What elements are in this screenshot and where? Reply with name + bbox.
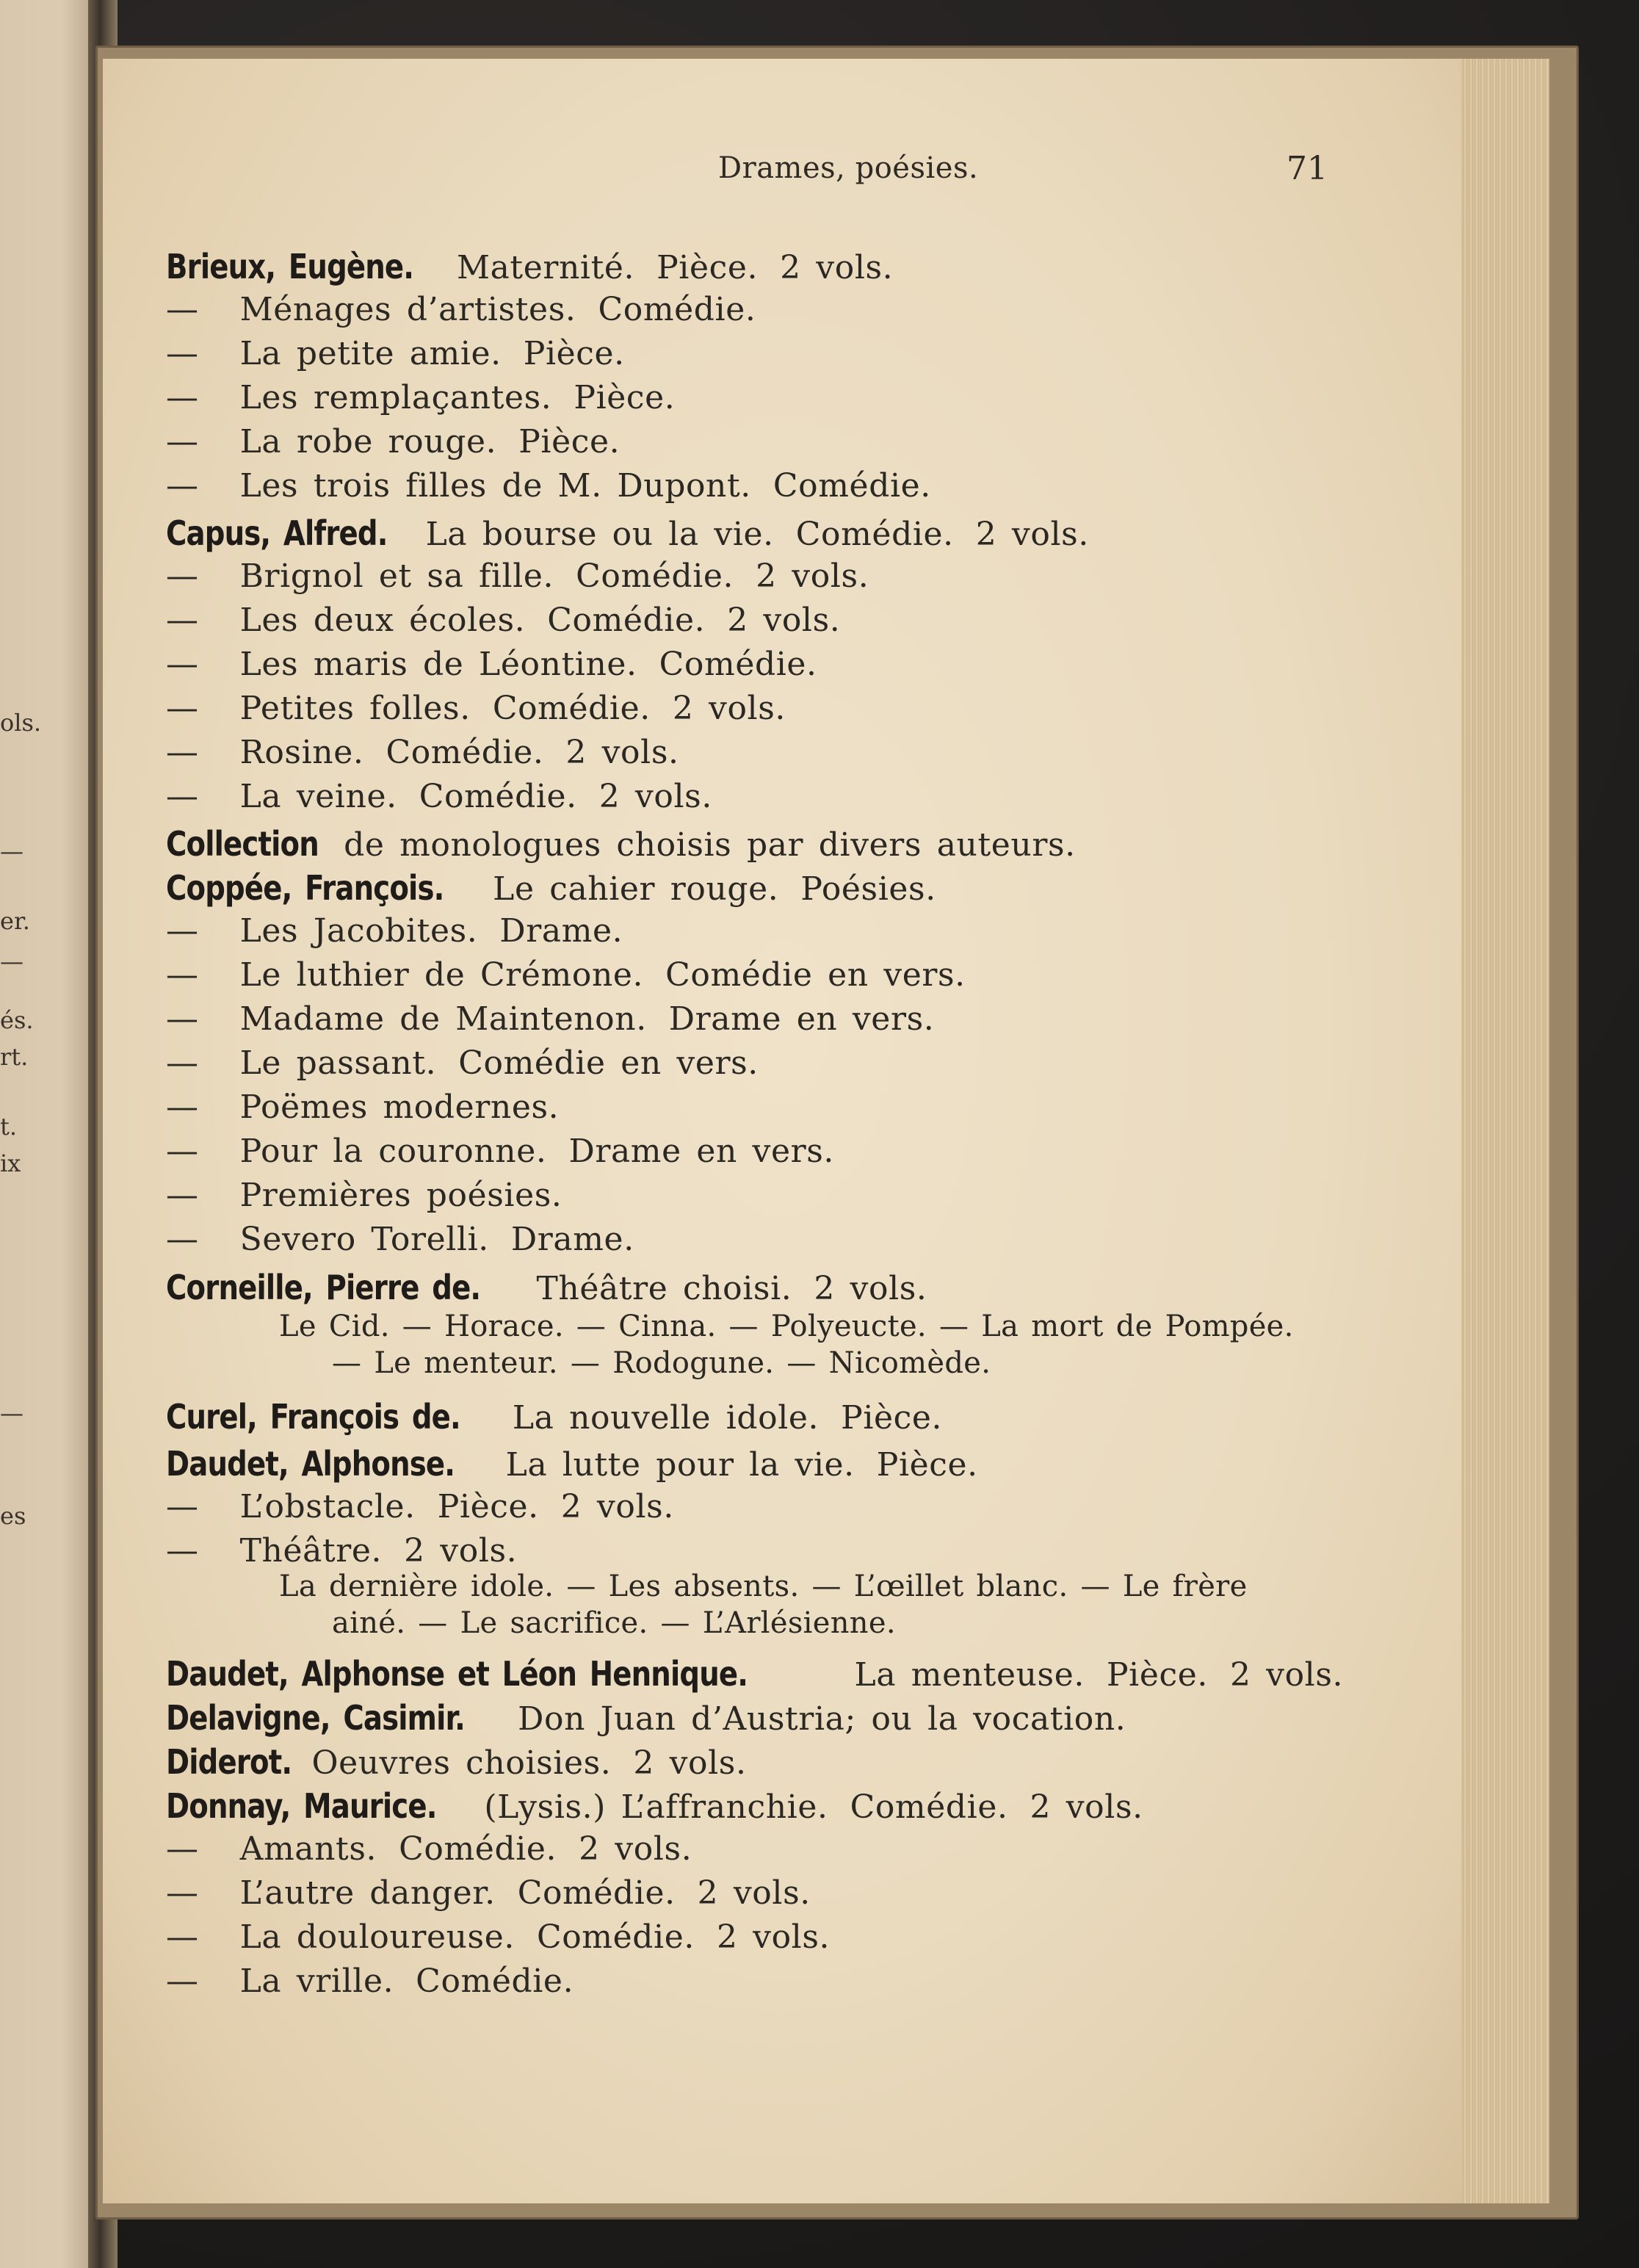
title-entry xyxy=(166,1000,956,1038)
previous-page-fragment: ix xyxy=(0,1149,21,1177)
previous-page-fragment: — xyxy=(0,837,23,865)
entry-segment: Ménages d’artistes. xyxy=(239,291,576,328)
title-entry xyxy=(166,557,891,595)
author-name: Coppée, François. xyxy=(166,868,444,908)
entry-segment: Les deux écoles. xyxy=(239,602,526,639)
entry-segment: Rosine. xyxy=(239,734,364,771)
entry-segment: Severo Torelli. xyxy=(239,1221,489,1258)
ditto-dash: — xyxy=(166,423,199,461)
ditto-dash: — xyxy=(166,734,199,771)
entry-segment: Comédie. xyxy=(419,778,577,815)
entry-segment: Comédie. xyxy=(416,1962,574,2000)
entry-segment: La petite amie. xyxy=(239,335,502,372)
entry-segment: Premières poésies. xyxy=(239,1177,562,1214)
title-entry xyxy=(166,912,645,950)
entry-segment: (Lysis.) L’affranchie. xyxy=(484,1788,828,1826)
title-entry xyxy=(166,1135,856,1168)
entry-segment: Comédie. xyxy=(386,734,544,771)
entry-segment: Madame de Maintenon. xyxy=(239,1000,647,1038)
entry-segment: Drame. xyxy=(510,1221,634,1258)
entry-segment: Comédie. xyxy=(773,467,931,505)
ditto-dash: — xyxy=(166,646,199,683)
title-entry xyxy=(166,778,734,815)
entry-segment: 2 vols. xyxy=(697,1874,811,1912)
author-name: Collection xyxy=(166,824,319,864)
entry-segment: Amants. xyxy=(239,1830,377,1868)
title-entry xyxy=(166,1177,585,1214)
entry-segment: L’obstacle. xyxy=(239,1488,416,1525)
ditto-dash: — xyxy=(166,1177,199,1214)
author-name: Daudet, Alphonse. xyxy=(166,1444,455,1484)
ditto-dash: — xyxy=(166,1044,199,1082)
entry-segment: Pièce. xyxy=(574,379,676,416)
previous-page-fragment: es xyxy=(0,1502,26,1530)
title-entry xyxy=(166,690,808,727)
entry-segment: Don Juan d’Austria; ou la vocation. xyxy=(518,1700,1126,1738)
entry-segment: Brignol et sa fille. xyxy=(239,557,554,595)
author-entry xyxy=(166,1654,1365,1694)
ditto-dash: — xyxy=(166,1532,199,1570)
ditto-dash: — xyxy=(166,602,199,639)
entry-segment: Les trois filles de M. Dupont. xyxy=(239,467,751,505)
ditto-dash: — xyxy=(166,912,199,950)
entry-segment: Pièce. xyxy=(841,1399,943,1437)
entry-segment: La nouvelle idole. xyxy=(512,1399,820,1437)
author-entry xyxy=(166,247,915,286)
entry-segment: Poëmes modernes. xyxy=(239,1088,560,1126)
entry-segment: 2 vols. xyxy=(756,557,869,595)
author-entry xyxy=(166,1397,964,1437)
entry-segment: L’autre danger. xyxy=(239,1874,496,1912)
title-entry xyxy=(166,335,647,372)
previous-page-fragment: — xyxy=(0,1399,23,1427)
title-entry xyxy=(166,1044,781,1082)
ditto-dash: — xyxy=(166,467,199,505)
entry-segment: Poésies. xyxy=(800,870,936,908)
ditto-dash: — xyxy=(166,1221,199,1258)
ditto-dash: — xyxy=(166,778,199,815)
title-entry xyxy=(166,604,862,637)
author-name: Corneille, Pierre de. xyxy=(166,1268,481,1307)
entry-segment: La bourse ou la vie. xyxy=(425,516,774,553)
ditto-dash: — xyxy=(166,1088,199,1126)
entry-segment: 2 vols. xyxy=(716,1918,831,1956)
entry-segment: Les Jacobites. xyxy=(239,912,478,950)
entry-segment: La lutte pour la vie. xyxy=(505,1446,855,1484)
running-title: Drames, poésies. xyxy=(718,151,979,185)
author-entry xyxy=(166,1698,1148,1738)
entry-segment: Comédie. xyxy=(536,1918,695,1956)
author-name: Brieux, Eugène. xyxy=(166,247,414,286)
title-entry xyxy=(166,1532,539,1570)
entry-segment: Comédie. xyxy=(492,690,651,727)
entry-segment: 2 vols. xyxy=(579,1830,692,1868)
title-entry xyxy=(166,1962,596,2000)
ditto-dash: — xyxy=(166,379,199,416)
entry-segment: Drame. xyxy=(499,912,623,950)
ditto-dash: — xyxy=(166,1830,199,1868)
title-entry xyxy=(166,646,839,683)
ditto-dash: — xyxy=(166,1488,199,1525)
entry-segment: Le passant. xyxy=(239,1044,437,1082)
author-name: Capus, Alfred. xyxy=(166,513,388,553)
entry-segment: Pour la couronne. xyxy=(239,1133,547,1170)
author-entry xyxy=(166,824,1098,864)
entry-segment: 2 vols. xyxy=(598,778,712,815)
entry-segment: La veine. xyxy=(239,778,397,815)
entry-segment: La menteuse. xyxy=(854,1656,1085,1694)
entry-segment: Petites folles. xyxy=(239,690,471,727)
entry-segment: Pièce. xyxy=(1106,1656,1208,1694)
title-entry xyxy=(166,1488,696,1525)
ditto-dash: — xyxy=(166,1962,199,2000)
title-entry xyxy=(166,423,642,461)
ditto-dash: — xyxy=(166,1133,199,1170)
entry-segment: Théâtre. xyxy=(239,1532,383,1570)
author-name: Diderot. xyxy=(166,1742,292,1782)
entry-segment: Pièce. xyxy=(523,335,625,372)
entry-segment: Les remplaçantes. xyxy=(239,379,552,416)
ditto-dash: — xyxy=(166,690,199,727)
entry-segment: La douloureuse. xyxy=(239,1918,515,1956)
entry-segment: Comédie. xyxy=(850,1788,1008,1826)
entry-segment: La vrille. xyxy=(239,1962,394,2000)
entry-segment: Pièce. xyxy=(437,1488,539,1525)
entry-segment: de monologues choisis par divers auteurs. xyxy=(344,826,1076,864)
ditto-dash: — xyxy=(166,291,199,328)
entry-segment: Le luthier de Crémone. xyxy=(239,956,644,994)
contents-line xyxy=(332,1348,991,1378)
ditto-dash: — xyxy=(166,956,199,994)
previous-page-fragment: ols. xyxy=(0,709,42,737)
title-entry xyxy=(166,291,778,328)
page-number: 71 xyxy=(1287,150,1328,187)
entry-segment: 2 vols. xyxy=(780,249,894,286)
previous-page-fragment: rt. xyxy=(0,1043,29,1071)
author-entry xyxy=(166,1742,769,1782)
contents-text: La dernière idole. — Les absents. — L’œillet blanc. — Le frère xyxy=(279,1570,1248,1603)
title-entry xyxy=(166,1874,833,1912)
title-entry xyxy=(166,1221,656,1258)
entry-segment: 2 vols. xyxy=(1229,1656,1344,1694)
entry-segment: 2 vols. xyxy=(975,516,1089,553)
author-entry xyxy=(166,1786,1165,1826)
title-entry xyxy=(166,1918,852,1956)
entry-segment: Comédie. xyxy=(576,557,734,595)
entry-segment: Le cahier rouge. xyxy=(493,870,779,908)
title-entry xyxy=(166,734,701,771)
entry-segment: 2 vols. xyxy=(1030,1788,1143,1826)
previous-page-fragment: — xyxy=(0,947,23,975)
title-entry xyxy=(166,379,697,416)
entry-segment: Maternité. xyxy=(456,249,635,286)
title-entry xyxy=(166,956,988,994)
entry-segment: Drame en vers. xyxy=(668,1000,935,1038)
contents-text: — Le menteur. — Rodogune. — Nicomède. xyxy=(332,1346,991,1380)
entry-segment: 2 vols. xyxy=(560,1488,674,1525)
entry-segment: 2 vols. xyxy=(814,1270,927,1307)
entry-segment: Comédie. xyxy=(517,1874,676,1912)
entry-segment: Comédie. xyxy=(795,516,954,553)
previous-page-fragment: t. xyxy=(0,1113,18,1141)
contents-line xyxy=(279,1572,1248,1601)
entry-segment: Les maris de Léontine. xyxy=(239,646,637,683)
ditto-dash: — xyxy=(166,1000,199,1038)
previous-page-fragment: er. xyxy=(0,907,30,935)
author-name: Daudet, Alphonse et Léon Hennique. xyxy=(166,1654,748,1694)
entry-segment: 2 vols. xyxy=(633,1744,747,1782)
author-entry xyxy=(166,868,958,908)
entry-segment: 2 vols. xyxy=(404,1532,518,1570)
entry-segment: Comédie en vers. xyxy=(665,956,966,994)
entry-segment: 2 vols. xyxy=(672,690,786,727)
author-entry xyxy=(166,513,1111,553)
contents-text: Le Cid. — Horace. — Cinna. — Polyeucte. — La mort de Pompée. xyxy=(279,1310,1294,1343)
entry-segment: Comédie. xyxy=(598,291,756,328)
entry-segment: Comédie. xyxy=(547,602,706,639)
entry-segment: La robe rouge. xyxy=(239,423,497,461)
contents-line xyxy=(332,1608,896,1638)
entry-segment: Pièce. xyxy=(656,249,759,286)
title-entry xyxy=(166,1830,714,1868)
author-name: Delavigne, Casimir. xyxy=(166,1698,466,1738)
author-entry xyxy=(166,1444,1000,1484)
contents-text: ainé. — Le sacrifice. — L’Arlésienne. xyxy=(332,1606,896,1640)
ditto-dash: — xyxy=(166,335,199,372)
contents-line xyxy=(279,1312,1294,1341)
previous-page-fragment: és. xyxy=(0,1006,34,1034)
ditto-dash: — xyxy=(166,557,199,595)
title-entry xyxy=(166,1088,581,1126)
ditto-dash: — xyxy=(166,1874,199,1912)
entry-segment: Pièce. xyxy=(518,423,620,461)
entry-segment: Pièce. xyxy=(876,1446,978,1484)
author-name: Donnay, Maurice. xyxy=(166,1786,437,1826)
entry-segment: 2 vols. xyxy=(565,734,679,771)
title-entry xyxy=(166,467,953,505)
author-name: Curel, François de. xyxy=(166,1397,460,1437)
ditto-dash: — xyxy=(166,1918,199,1956)
entry-segment: Théâtre choisi. xyxy=(536,1270,792,1307)
entry-segment: Comédie en vers. xyxy=(458,1044,759,1082)
author-entry xyxy=(166,1268,949,1307)
entry-segment: Comédie. xyxy=(659,646,817,683)
entry-segment: Comédie. xyxy=(399,1830,557,1868)
entry-segment: 2 vols. xyxy=(727,602,841,639)
entry-segment: Drame en vers. xyxy=(568,1133,835,1170)
entry-segment: Oeuvres choisies. xyxy=(311,1744,612,1782)
